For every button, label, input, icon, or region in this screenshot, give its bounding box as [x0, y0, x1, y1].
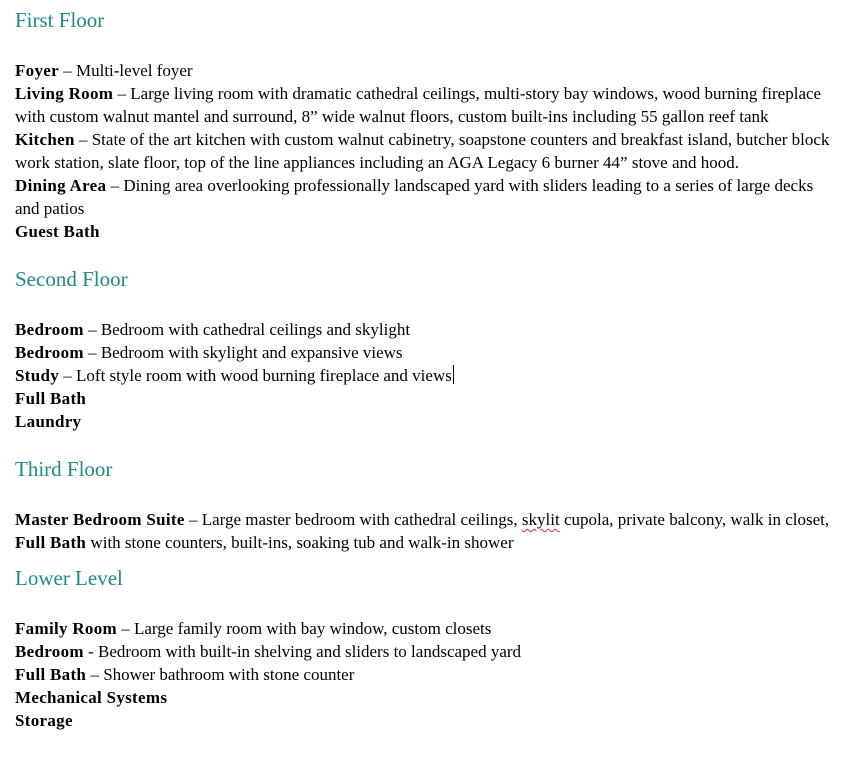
entries-first-floor [15, 59, 835, 243]
entry-living-room [15, 82, 835, 128]
heading-lower-level: Lower Level [15, 566, 123, 590]
entry-guest-bath [15, 220, 835, 243]
term-bedroom-lower: Bedroom [15, 642, 84, 661]
desc-kitchen: – State of the art kitchen with custom walnut cabinetry, soapstone counters and breakfast island, butcher block work station, slate floor, top of the line appliances including an AGA Legacy 6 burner 44” stove and hood. [15, 130, 830, 172]
entry-bedroom-1 [15, 318, 835, 341]
entry-dining-area [15, 174, 835, 220]
desc-full-bath-lower: – Shower bathroom with stone counter [86, 665, 355, 684]
entries-second-floor [15, 318, 835, 433]
term-living-room: Living Room [15, 84, 114, 103]
entry-storage [15, 709, 835, 732]
entry-family-room [15, 617, 835, 640]
desc-dining-area: – Dining area overlooking professionally landscaped yard with sliders leading to a series of large decks and patios [15, 176, 814, 218]
desc-bedroom-2: – Bedroom with skylight and expansive views [83, 343, 403, 362]
term-full-bath-third: Full Bath [15, 533, 87, 552]
heading-third-floor: Third Floor [15, 457, 113, 481]
term-laundry: Laundry [15, 412, 82, 431]
entry-study [15, 364, 835, 387]
desc-foyer: – Multi-level foyer [58, 61, 193, 80]
desc-master-b: cupola, private balcony, walk in closet, [559, 510, 830, 529]
entries-lower-level [15, 617, 835, 732]
term-guest-bath: Guest Bath [15, 222, 100, 241]
desc-study: – Loft style room with wood burning fireplace and views [59, 366, 452, 385]
section-second-floor [15, 265, 835, 433]
spellcheck-word[interactable]: skylit [521, 510, 560, 529]
desc-master-c: with stone counters, built-ins, soaking tub and walk-in shower [86, 533, 514, 552]
entry-laundry [15, 410, 835, 433]
section-first-floor [15, 6, 835, 243]
term-master-bedroom-suite: Master Bedroom Suite [15, 510, 185, 529]
term-dining-area: Dining Area [15, 176, 107, 195]
section-lower-level [15, 564, 835, 732]
entry-bedroom-2 [15, 341, 835, 364]
text-cursor [453, 365, 454, 384]
heading-second-floor: Second Floor [15, 267, 128, 291]
term-mechanical-systems: Mechanical Systems [15, 688, 168, 707]
document-body[interactable] [15, 6, 835, 732]
term-bedroom-2: Bedroom [15, 343, 84, 362]
desc-bedroom-lower: - Bedroom with built-in shelving and sliders to landscaped yard [83, 642, 522, 661]
section-third-floor [15, 455, 835, 554]
desc-master-a: – Large master bedroom with cathedral ceilings, [184, 510, 522, 529]
entries-third-floor [15, 508, 835, 554]
desc-living-room: – Large living room with dramatic cathedral ceilings, multi-story bay windows, wood burning fireplace with custom walnut mantel and surround, 8” wide walnut floors, custom built-ins including 55 gallon reef tank [15, 84, 822, 126]
term-foyer: Foyer [15, 61, 59, 80]
entry-full-bath-second [15, 387, 835, 410]
entry-master-bedroom-suite [15, 508, 835, 554]
desc-family-room: – Large family room with bay window, custom closets [116, 619, 492, 638]
entry-full-bath-lower [15, 663, 835, 686]
term-full-bath-second: Full Bath [15, 389, 87, 408]
entry-kitchen [15, 128, 835, 174]
entry-foyer [15, 59, 835, 82]
term-kitchen: Kitchen [15, 130, 75, 149]
term-storage: Storage [15, 711, 73, 730]
desc-bedroom-1: – Bedroom with cathedral ceilings and skylight [83, 320, 411, 339]
entry-bedroom-lower [15, 640, 835, 663]
term-study: Study [15, 366, 60, 385]
heading-first-floor: First Floor [15, 8, 105, 32]
term-bedroom-1: Bedroom [15, 320, 84, 339]
term-full-bath-lower: Full Bath [15, 665, 87, 684]
entry-mechanical-systems [15, 686, 835, 709]
term-family-room: Family Room [15, 619, 117, 638]
